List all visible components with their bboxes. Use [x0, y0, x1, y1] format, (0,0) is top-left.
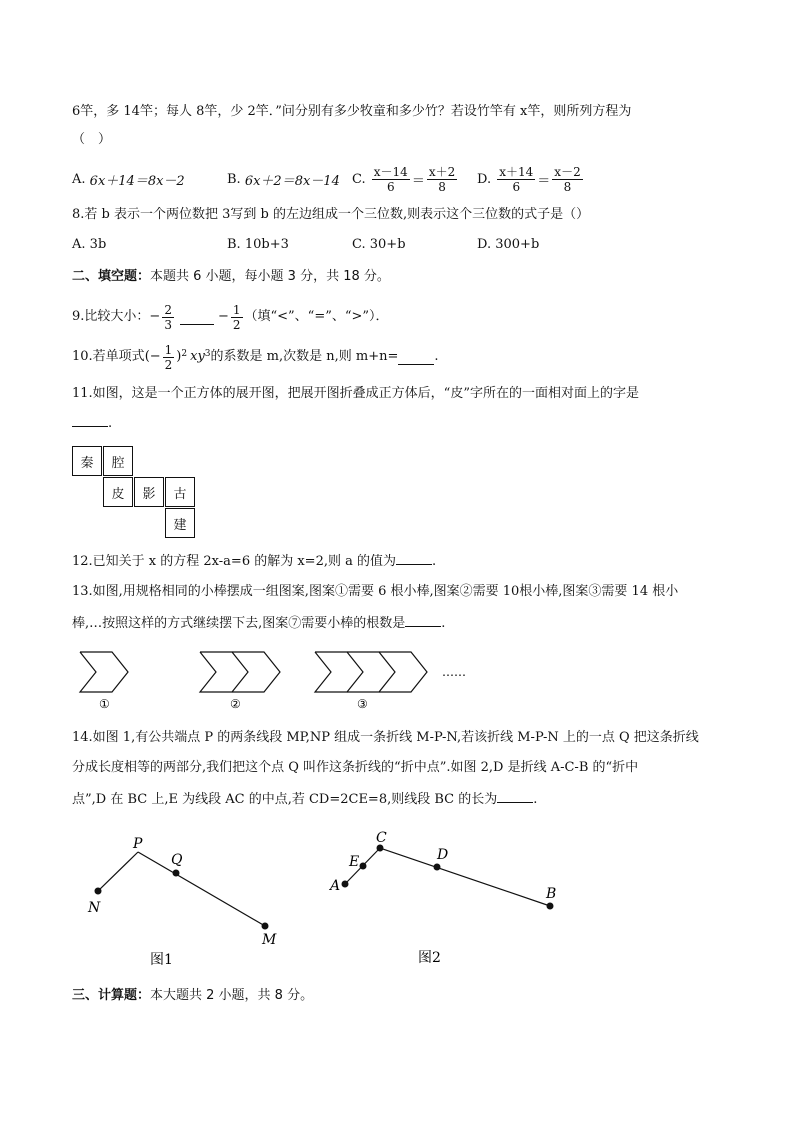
equals-sign: ＝: [537, 173, 551, 189]
pattern-label: ③: [357, 697, 368, 711]
point-e: [360, 863, 367, 870]
option-label: B.: [227, 171, 241, 187]
net-cell: 影: [134, 477, 164, 507]
q8-options: [72, 232, 732, 256]
q8-option-c[interactable]: C. 30+b: [352, 236, 406, 252]
net-cell: 皮: [103, 477, 133, 507]
q7-paren: （ ）: [72, 132, 112, 147]
ellipsis: ……: [442, 665, 466, 679]
option-label: A.: [72, 171, 86, 187]
answer-blank[interactable]: [72, 412, 108, 427]
fraction-left: $\frac{x-14}{6}$: [373, 164, 408, 194]
label-e: E: [349, 854, 360, 870]
q7-option-c[interactable]: [352, 162, 459, 196]
point-q: [173, 870, 180, 877]
pattern-1: [80, 652, 128, 692]
option-text: 6x＋14＝8x－2: [89, 173, 185, 189]
figure-2-caption: 图2: [418, 950, 441, 966]
q10: 10.若单项式 (− $\frac{1}{2}$ ) $^2$ xy $^3$ 的系数是 m,次数是 n,则 m+n= .: [72, 342, 439, 372]
fraction: $\frac{1}{2}$: [232, 302, 241, 332]
option-label: D.: [477, 171, 492, 187]
q9: 9.比较大小： − $\frac{2}{3}$ − $\frac{1}{2}$ （填“<”、“=”、“>”）．: [72, 302, 389, 332]
q7-option-b[interactable]: [227, 162, 340, 196]
figure-1: [80, 826, 300, 976]
point-d: [434, 864, 441, 871]
q11-answer-line: .: [72, 412, 112, 434]
pattern-label: ①: [99, 697, 110, 711]
answer-blank[interactable]: [405, 612, 441, 627]
q12: 12.已知关于 x 的方程 2x-a=6 的解为 x=2,则 a 的值为 .: [72, 550, 436, 572]
q8-stem: 8.若 b 表示一个两位数把 3写到 b 的左边组成一个三位数,则表示这个三位数的式子是（）: [72, 207, 590, 222]
figure-1-caption: 图1: [150, 952, 173, 968]
section-3-heading: 三、计算题：本大题共 2 小题，共 8 分。: [72, 988, 314, 1003]
pattern-2: [200, 652, 280, 692]
q7-stem: 6竿，多 14竿；每人 8竿，少 2竿．”问分别有多少牧童和多少竹？若设竹竿有 x竿，则所列方程为: [72, 104, 632, 119]
point-a: [342, 881, 349, 888]
q8-option-a[interactable]: A. 3b: [72, 236, 107, 252]
pattern-3: [315, 652, 427, 692]
q13-line1: 13.如图,用规格相同的小棒摆成一组图案,图案①需要 6 根小棒,图案②需要 10根小棒,图案③需要 14 根小: [72, 584, 679, 599]
fraction-right: $\frac{x-2}{8}$: [554, 164, 581, 194]
net-cell: 腔: [103, 446, 133, 476]
fraction-left: $\frac{x+14}{6}$: [499, 164, 534, 194]
q14-line2: 分成长度相等的两部分,我们把这个点 Q 叫作这条折线的“折中点”.如图 2,D 是折线 A-C-B 的“折中: [72, 760, 639, 775]
pattern-label: ②: [230, 697, 241, 711]
figure-2: [325, 826, 575, 976]
section-2-heading: 二、填空题：本题共 6 小题，每小题 3 分，共 18 分。: [72, 269, 390, 284]
label-a: A: [330, 878, 341, 894]
label-c: C: [376, 830, 387, 846]
label-d: D: [437, 847, 449, 863]
fraction: $\frac{1}{2}$: [164, 342, 173, 372]
q7-options: [72, 162, 732, 196]
fraction-right: $\frac{x+2}{8}$: [428, 164, 456, 194]
q7-option-a[interactable]: [72, 162, 185, 196]
option-label: C.: [352, 171, 366, 187]
q14-line1: 14.如图 1,有公共端点 P 的两条线段 MP,NP 组成一条折线 M-P-N,若该折线 M-P-N 上的一点 Q 把这条折线: [72, 730, 699, 745]
fraction: $\frac{2}{3}$: [164, 302, 172, 332]
answer-blank[interactable]: [398, 350, 434, 365]
label-q: Q: [171, 852, 183, 868]
q13-line2: 棒,…按照这样的方式继续摆下去,图案⑦需要小棒的根数是 .: [72, 612, 445, 634]
q8-option-b[interactable]: B. 10b+3: [227, 236, 289, 252]
q14-line3: 点”,D 在 BC 上,E 为线段 AC 的中点,若 CD=2CE=8,则线段 BC 的长为 .: [72, 788, 537, 810]
net-cell: 古: [165, 477, 195, 507]
answer-blank[interactable]: [396, 550, 432, 565]
label-p: P: [133, 836, 143, 852]
answer-blank[interactable]: [497, 788, 533, 803]
option-text: 6x＋2＝8x－14: [244, 173, 340, 189]
q7-option-d[interactable]: [477, 162, 585, 196]
point-m: [262, 923, 269, 930]
equals-sign: ＝: [411, 173, 425, 189]
q11-stem: 11.如图，这是一个正方体的展开图，把展开图折叠成正方体后，“皮”字所在的一面相对面上的字是: [72, 386, 639, 401]
chevron-patterns-figure: [72, 646, 492, 712]
net-cell: 建: [165, 508, 195, 538]
label-m: M: [262, 932, 277, 948]
point-b: [547, 903, 554, 910]
answer-blank[interactable]: [180, 310, 214, 325]
label-b: B: [546, 886, 557, 902]
net-cell: 秦: [72, 446, 102, 476]
point-n: [95, 888, 102, 895]
label-n: N: [88, 900, 101, 916]
q8-option-d[interactable]: D. 300+b: [477, 236, 540, 252]
